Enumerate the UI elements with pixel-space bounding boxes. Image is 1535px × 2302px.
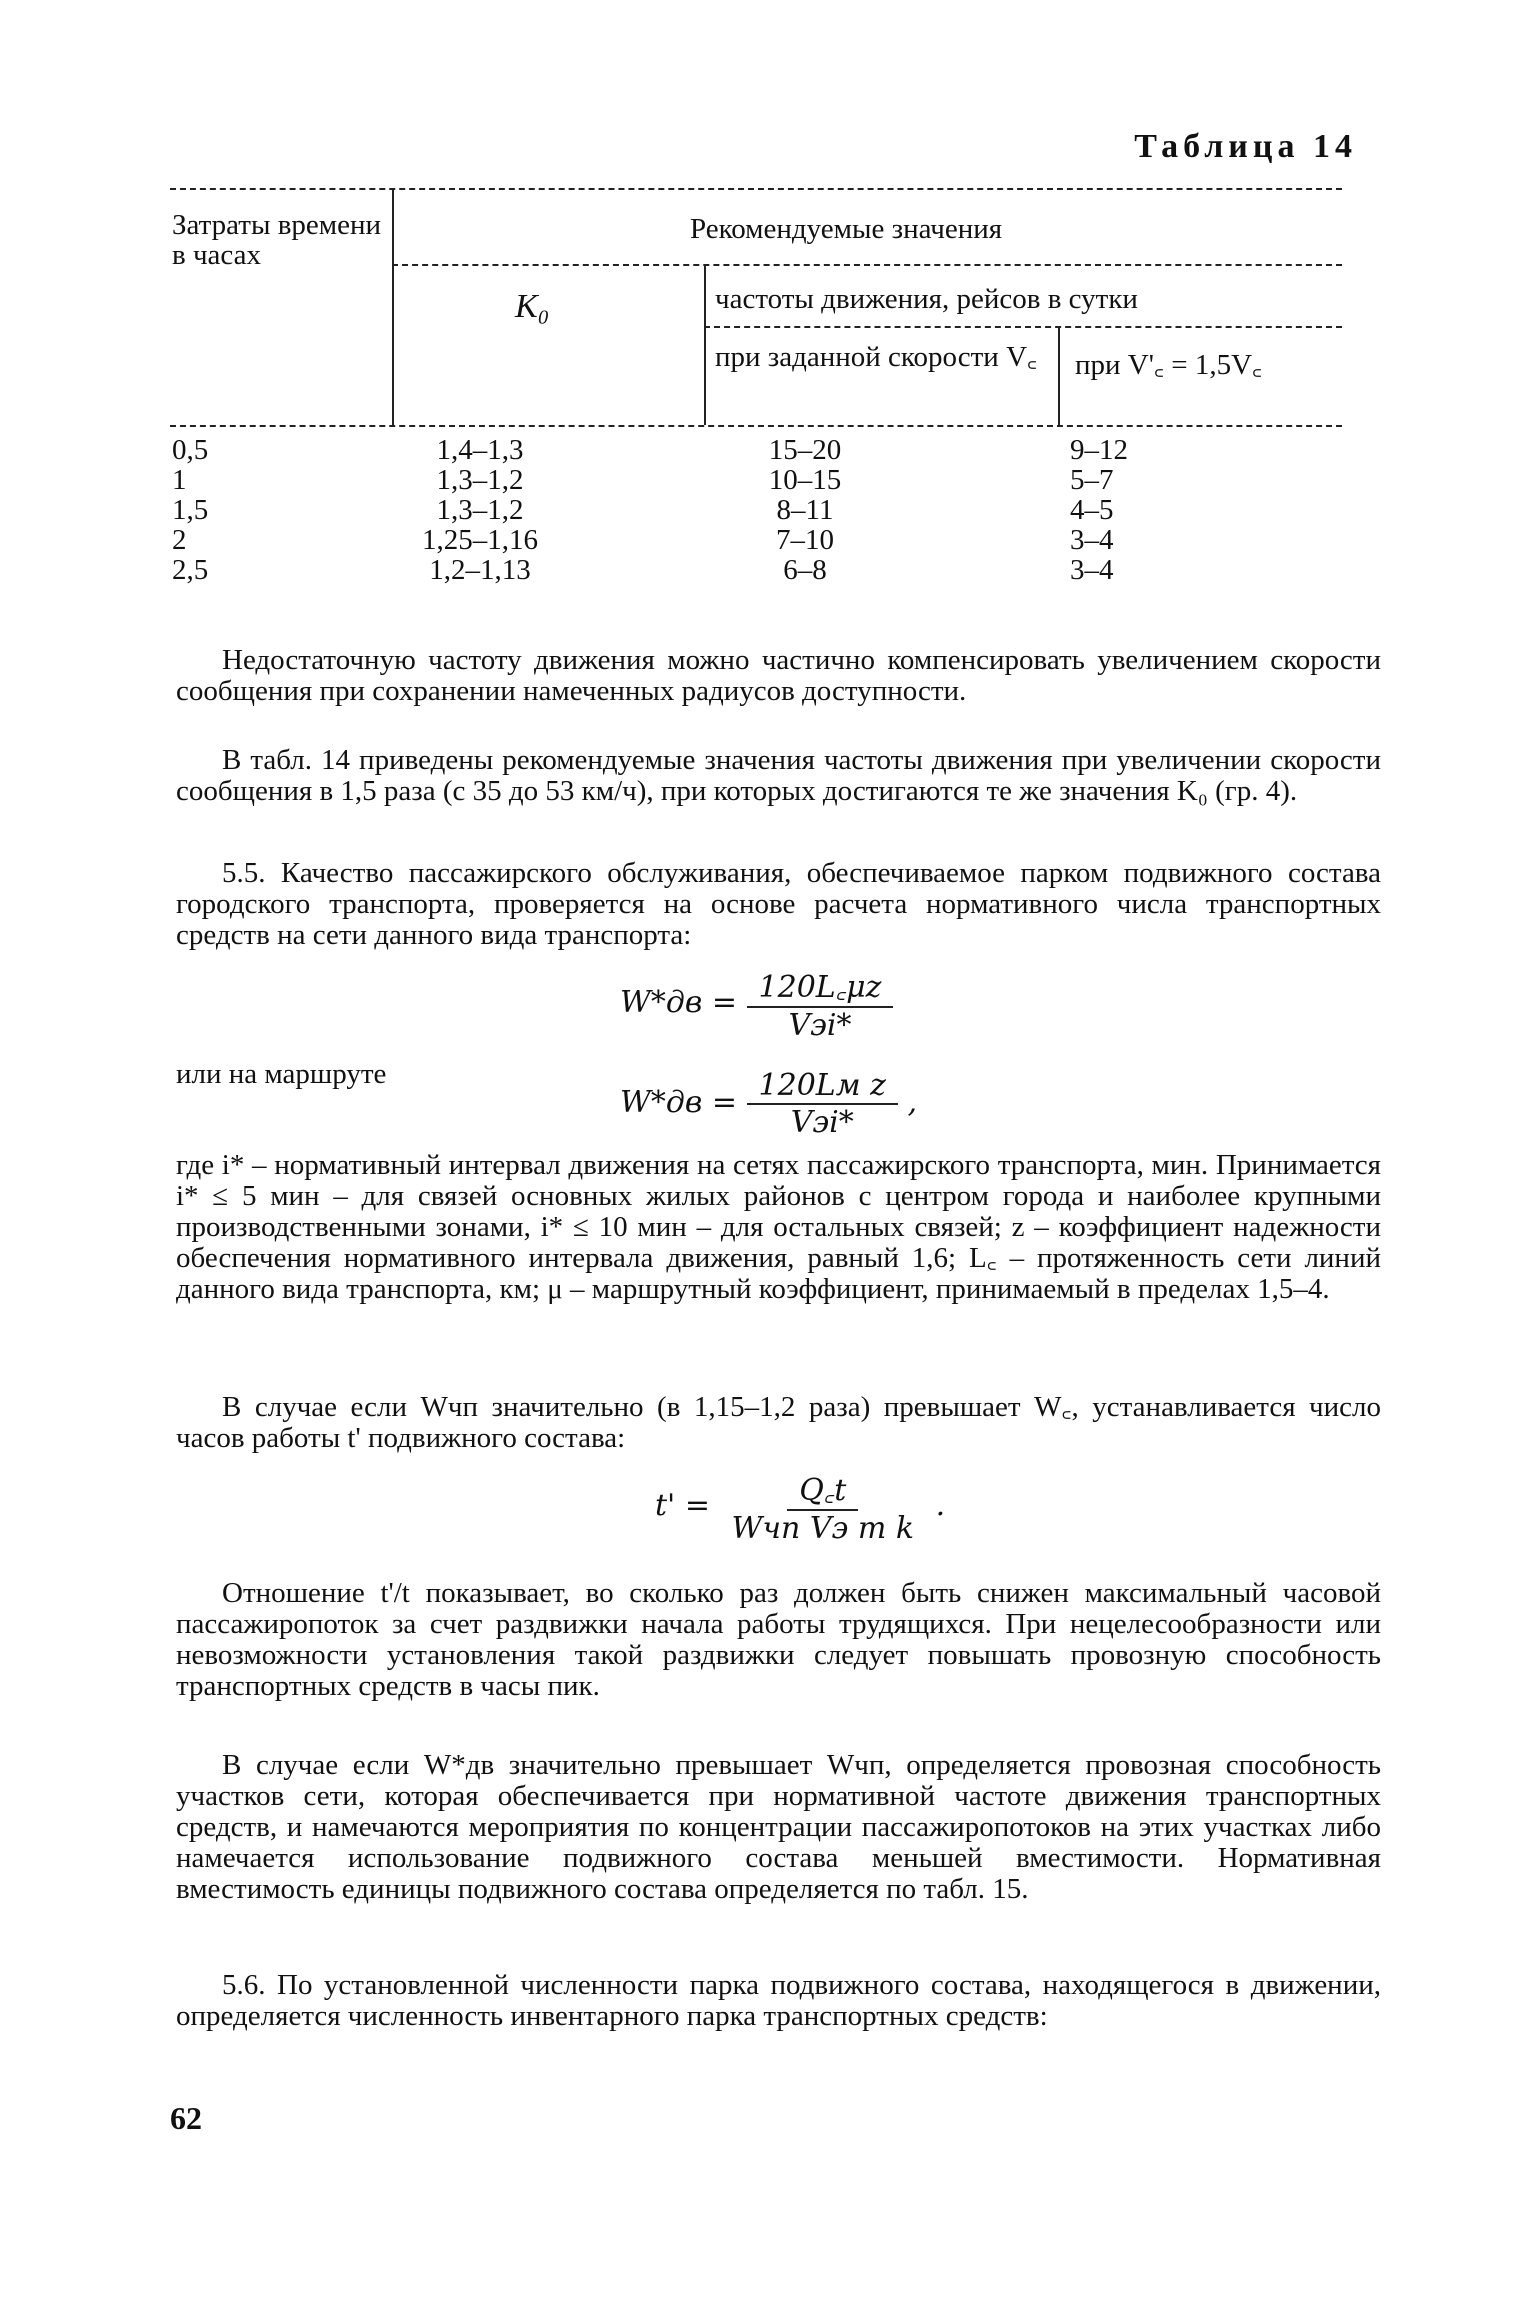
paragraph-5: В случае если Wчп значительно (в 1,15–1,2 раза) превышает W꜀, устанавливается число часов работы t' подвижного состава: bbox=[176, 1391, 1381, 1454]
paragraph-7: В случае если W*дв значительно превышает Wчп, определяется провозная способность участков сети, которая обеспечивается при нормативной частоте движения транспортных средств, и намечаются мероприятия по концентрации пассажиропотоков на этих участках либо намечается использование подвижного состава меньшей вместимости. Нормативная вместимость единицы подвижного состава определяется по табл. 15. bbox=[176, 1749, 1381, 1905]
cell: 3–4 bbox=[1070, 524, 1114, 556]
cell: 8–11 bbox=[776, 494, 834, 526]
paragraph-definitions: где i* – нормативный интервал движения на сетях пассажирского транспорта, мин. Принимается i* ≤ 5 мин – для связей основных жилых районов с центром города и наиболее крупными производственными зонами, i* ≤ 10 мин – для остальных связей; z – коэффициент надежности обеспечения нормативного интервала движения, равный 1,6; L꜀ – протяженность сети линий данного вида транспорта, км; μ – маршрутный коэффициент, принимаемый в пределах 1,5–4. bbox=[176, 1149, 1381, 1305]
paragraph-2: В табл. 14 приведены рекомендуемые значения частоты движения при увеличении скорости сообщения в 1,5 раза (с 35 до 53 км/ч), при которых достигаются те же значения K₀ (гр. 4). bbox=[176, 744, 1381, 807]
cell: 4–5 bbox=[1070, 494, 1114, 526]
column-k0 bbox=[385, 435, 575, 585]
cell: 2 bbox=[172, 524, 187, 556]
formula-denominator: Vэi* bbox=[788, 1008, 852, 1043]
header-given-speed: при заданной скорости V꜀ bbox=[715, 341, 1038, 373]
header-frequency: частоты движения, рейсов в сутки bbox=[715, 283, 1138, 315]
cell: 3–4 bbox=[1070, 554, 1114, 586]
formula-denominator: Wчп Vэ m k bbox=[731, 1511, 915, 1546]
header-time: Затраты времени в часах bbox=[172, 209, 382, 271]
cell: 7–10 bbox=[776, 524, 834, 556]
formula-network bbox=[620, 965, 893, 1043]
page-number: 62 bbox=[170, 2100, 202, 2136]
formula-tail: , bbox=[907, 1085, 918, 1120]
cell: 0,5 bbox=[172, 434, 209, 466]
table-header bbox=[170, 188, 1342, 427]
cell: 5–7 bbox=[1070, 464, 1114, 496]
formula-lhs: t' = bbox=[655, 1488, 710, 1523]
cell: 1 bbox=[172, 464, 187, 496]
column-given bbox=[730, 435, 880, 585]
table-caption: Таблица 14 bbox=[1134, 128, 1357, 165]
formula-lhs: W*дв = bbox=[620, 1085, 737, 1120]
formula-numerator: 120L꜀μz bbox=[747, 965, 894, 1008]
header-k0: K₀ bbox=[515, 288, 550, 325]
header-recommended: Рекомендуемые значения bbox=[690, 213, 1003, 245]
formula-hours bbox=[655, 1468, 945, 1546]
or-on-route-label: или на маршруте bbox=[176, 1058, 387, 1090]
cell: 9–12 bbox=[1070, 434, 1128, 466]
paragraph-1: Недостаточную частоту движения можно частично компенсировать увеличением скорости сообщения при сохранении намеченных радиусов доступности. bbox=[176, 644, 1381, 707]
column-increased bbox=[1070, 435, 1128, 585]
cell: 1,4–1,3 bbox=[436, 434, 524, 466]
cell: 6–8 bbox=[783, 554, 827, 586]
cell: 1,3–1,2 bbox=[436, 464, 524, 496]
formula-tail: . bbox=[935, 1488, 946, 1523]
column-time bbox=[172, 435, 208, 585]
table-14 bbox=[170, 188, 1342, 597]
formula-route bbox=[620, 1068, 917, 1140]
paragraph-6: Отношение t'/t показывает, во сколько раз должен быть снижен максимальный часовой пассажиропоток за счет раздвижки начала работы трудящихся. При нецелесообразности или невозможности установления такой раздвижки следует повышать провозную способность транспортных средств в часы пик. bbox=[176, 1577, 1381, 1702]
cell: 1,5 bbox=[172, 494, 209, 526]
cell: 10–15 bbox=[768, 464, 842, 496]
cell: 1,3–1,2 bbox=[436, 494, 524, 526]
formula-numerator: 120Lм z bbox=[747, 1068, 898, 1105]
paragraph-8: 5.6. По установленной численности парка подвижного состава, находящегося в движении, определяется численность инвентарного парка транспортных средств: bbox=[176, 1969, 1381, 2032]
formula-denominator: Vэi* bbox=[790, 1105, 854, 1140]
cell: 2,5 bbox=[172, 554, 209, 586]
formula-numerator: Q꜀t bbox=[787, 1468, 858, 1511]
table-body bbox=[170, 427, 1342, 597]
paragraph-3: 5.5. Качество пассажирского обслуживания, обеспечиваемое парком подвижного состава городского транспорта, проверяется на основе расчета нормативного числа транспортных средств на сети данного вида транспорта: bbox=[176, 857, 1381, 951]
header-increased-speed: при V'꜀ = 1,5V꜀ bbox=[1075, 349, 1263, 381]
formula-lhs: W*дв = bbox=[620, 985, 737, 1020]
cell: 1,25–1,16 bbox=[422, 524, 538, 556]
cell: 1,2–1,13 bbox=[429, 554, 531, 586]
cell: 15–20 bbox=[768, 434, 842, 466]
